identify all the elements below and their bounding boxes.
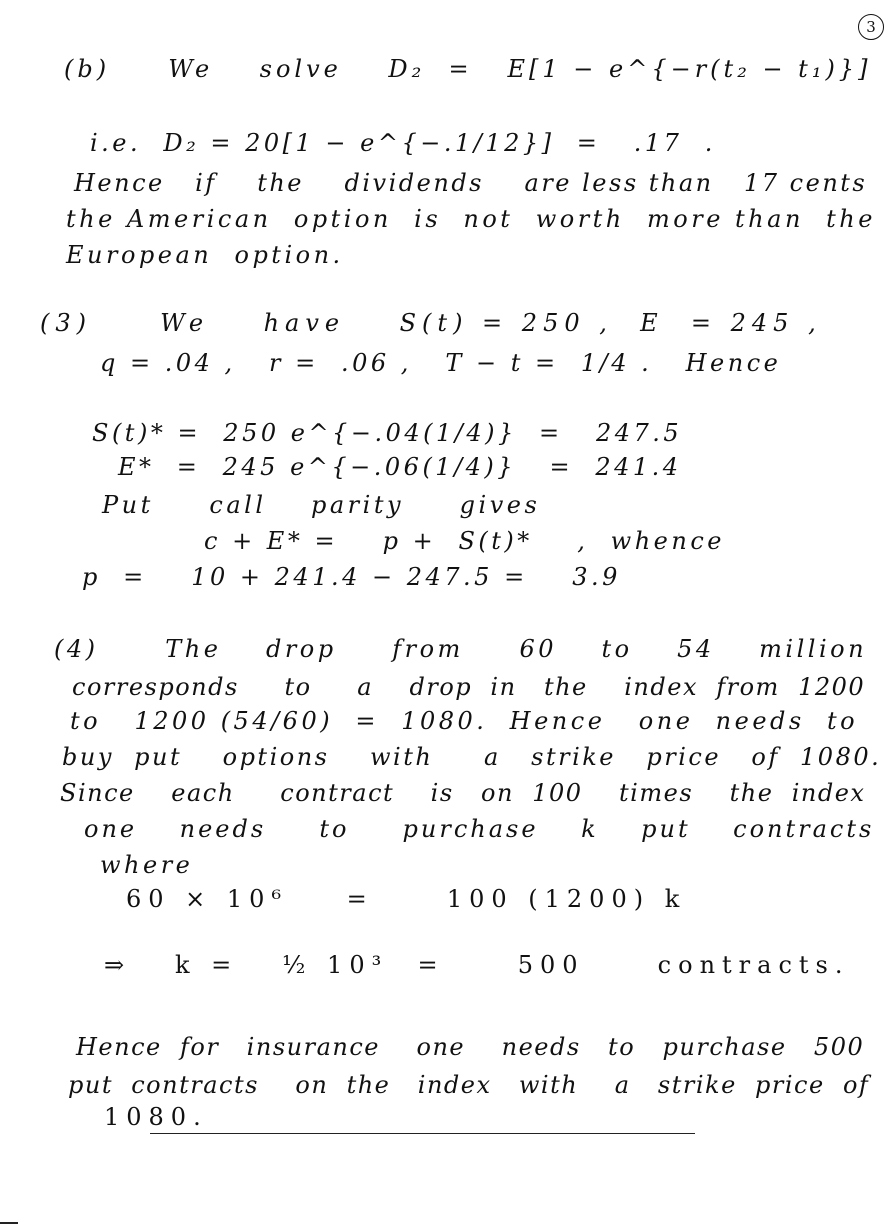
part-4-line-5: Since each contract is on 100 times the index — [60, 779, 866, 807]
part-3-line-2: q = .04 , r = .06 , T − t = 1/4 . Hence — [100, 349, 782, 377]
page-number: 3 — [858, 14, 884, 40]
part-4-line-7: where — [100, 851, 194, 879]
part-4-line-6: one needs to purchase k put contracts — [84, 815, 875, 843]
part-4-line-12: 1080. — [104, 1103, 208, 1131]
part-4-line-9: ⇒ k = ½ 10³ = 500 contracts. — [104, 951, 850, 979]
part-4-line-4: buy put options with a strike price of 1080. — [62, 743, 882, 771]
part-b-line-2: i.e. D₂ = 20[1 − e^{−.1/12}] = .17 . — [90, 129, 716, 157]
part-3-line-7: p = 10 + 241.4 − 247.5 = 3.9 — [82, 563, 621, 591]
part-4-line-1: (4) The drop from 60 to 54 million — [54, 635, 868, 663]
part-b-line-5: European option. — [66, 241, 344, 269]
part-b-line-3: Hence if the dividends are less than 17 cents — [74, 169, 868, 197]
end-rule — [150, 1133, 695, 1134]
scan-corner-mark — [0, 1222, 18, 1224]
part-4-line-8: 60 × 10⁶ = 100 (1200) k — [126, 885, 687, 913]
part-4-line-3: to 1200 (54/60) = 1080. Hence one needs to — [70, 707, 859, 735]
part-4-line-11: put contracts on the index with a strike price of — [68, 1071, 870, 1099]
part-4-line-10: Hence for insurance one needs to purchase 500 — [76, 1033, 865, 1061]
part-3-line-6: c + E* = p + S(t)* , whence — [204, 527, 725, 555]
part-3-line-4: E* = 245 e^{−.06(1/4)} = 241.4 — [118, 453, 682, 481]
part-3-line-1: (3) We have S(t) = 250 , E = 245 , — [40, 309, 822, 337]
part-3-line-5: Put call parity gives — [102, 491, 541, 519]
part-b-line-4: the American option is not worth more than the — [66, 205, 876, 233]
part-b-line-1: (b) We solve D₂ = E[1 − e^{−r(t₂ − t₁)}] — [64, 55, 872, 83]
part-4-line-2: corresponds to a drop in the index from 1200 — [72, 673, 866, 701]
part-3-line-3: S(t)* = 250 e^{−.04(1/4)} = 247.5 — [92, 419, 683, 447]
